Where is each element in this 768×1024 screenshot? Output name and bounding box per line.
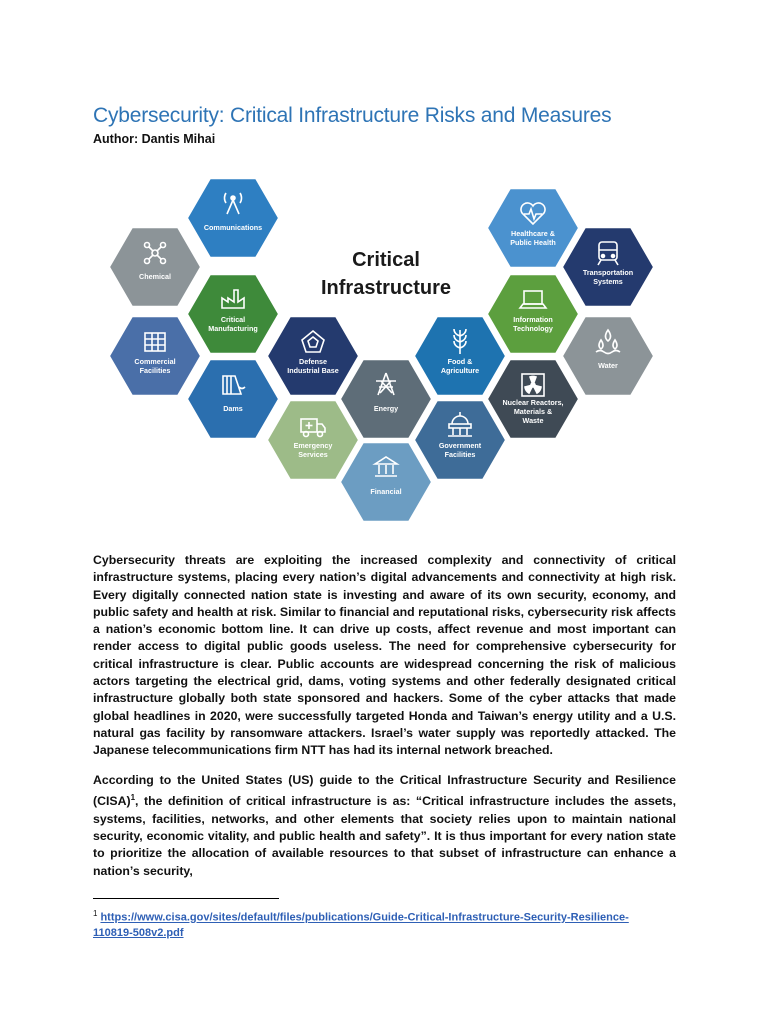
sector-label: Nuclear Reactors,	[502, 398, 564, 407]
sector-label: Services	[298, 450, 328, 459]
sector-label: Facilities	[139, 366, 171, 375]
hexagon-shape	[340, 442, 432, 522]
sector-label: Energy	[373, 404, 399, 413]
sector-label: Public Health	[510, 238, 556, 247]
hexagon-shape	[562, 227, 654, 307]
figure-heading-line2: Infrastructure	[320, 277, 452, 299]
sector-label: Information	[513, 315, 553, 324]
figure-heading-line1: Critical	[352, 249, 420, 271]
sector-hexagon-defense-industrial-base	[267, 316, 359, 396]
hexagon-shape	[109, 227, 201, 307]
sector-hexagon-communications	[187, 178, 279, 258]
sector-label: Dams	[223, 404, 243, 413]
hexagon-shape	[487, 274, 579, 354]
sector-hexagon-chemical	[109, 227, 201, 307]
body-paragraph-1: Cybersecurity threats are exploiting the increased complexity and connectivity of critical infrastructure systems, placing every nation’s digital advancements and connectivity at high risk. Every digitally connected nation state is investing and aware of its own security, economy, and public safety and health at risk. Similar to financial and reputational risks, cybersecurity risk affects a nation’s economic bottom line. It can drive up costs, affect revenue and most important can render access to digital public goods useless. The need for comprehensive cybersecurity for critical infrastructure is clear. Public accounts are widespread concerning the risk of malicious actors targeting the electrical grid, dams, voting systems and other federally designated critical infrastructure globally both state sponsored and hackers. Some of the cyber attacks that made global headlines in 2020, were successfully targeted Honda and Taiwan’s energy utility and a U.S. natural gas facility by ransomware attackers. Israel’s water supply was reportedly attacked. The Japanese telecommunications firm NTT has had its internal network breached.	[93, 553, 676, 758]
footnote-number: 1	[93, 909, 98, 918]
sector-label: Transportation	[582, 268, 634, 277]
body-paragraph-2	[93, 772, 676, 878]
hexagon-shape	[414, 316, 506, 396]
sector-label: Financial	[370, 487, 402, 496]
sector-hexagon-emergency-services	[267, 400, 359, 480]
footnote-link[interactable]: https://www.cisa.gov/sites/default/files/publications/Guide-Critical-Infrastructure-Security-Resilience-110819-508v2.pdf	[93, 911, 629, 939]
sector-hexagon-energy	[340, 359, 432, 439]
hexagon-shape	[267, 400, 359, 480]
hexagon-shape	[187, 274, 279, 354]
document-title: Cybersecurity: Critical Infrastructure Risks and Measures	[93, 104, 612, 127]
sector-label: Critical	[220, 315, 246, 324]
hexagon-shape	[187, 178, 279, 258]
sector-label: Water	[598, 361, 618, 370]
sector-label: Healthcare &	[511, 229, 555, 238]
sector-label: Agriculture	[440, 366, 480, 375]
author-line: Author: Dantis Mihai	[93, 132, 216, 146]
footnote	[93, 906, 653, 941]
sector-label: Technology	[513, 324, 553, 333]
sector-label: Commercial	[134, 357, 176, 366]
sector-label: Government	[438, 441, 482, 450]
sector-label: Waste	[522, 416, 544, 425]
sector-label: Chemical	[139, 272, 171, 281]
sector-label: Facilities	[444, 450, 476, 459]
hexagon-shape	[267, 316, 359, 396]
sector-hexagon-financial	[340, 442, 432, 522]
sector-hexagon-critical-manufacturing	[187, 274, 279, 354]
sector-label: Materials &	[513, 407, 553, 416]
sector-hexagon-water	[562, 316, 654, 396]
sector-hexagon-government-facilities	[414, 400, 506, 480]
sector-label: Food &	[447, 357, 473, 366]
sector-hexagon-transportation-systems	[562, 227, 654, 307]
sector-hexagon-information-technology	[487, 274, 579, 354]
hexagon-shape	[109, 316, 201, 396]
footnote-reference[interactable]: 1	[130, 793, 136, 803]
sector-hexagon-commercial-facilities	[109, 316, 201, 396]
paragraph-2-text-after-reference: , the definition of critical infrastructure is as: “Critical infrastructure includes the assets, systems, facilities, networks, and other elements that society relies upon to maintain national security, economic vitality, and public health and safety”. It is thus important for every nation state to prioritize the allocation of available resources to that subset of infrastructure can enhance a nation’s security,	[93, 794, 676, 878]
sector-label: Communications	[203, 223, 263, 232]
hexagon-shape	[187, 359, 279, 439]
hexagon-shape	[487, 188, 579, 268]
sector-label: Emergency	[293, 441, 333, 450]
sector-hexagon-nuclear	[487, 359, 579, 439]
sector-hexagon-healthcare-public-health	[487, 188, 579, 268]
sector-label: Defense	[299, 357, 327, 366]
sector-hexagon-dams	[187, 359, 279, 439]
sector-label: Manufacturing	[208, 324, 258, 333]
footnote-divider	[93, 898, 279, 899]
sector-hexagon-food-agriculture	[414, 316, 506, 396]
sector-label: Industrial Base	[287, 366, 339, 375]
paragraph-2-text-before-reference: According to the United States (US) guide to the Critical Infrastructure Security and Resilience (CISA)	[93, 773, 676, 809]
sector-label: Systems	[593, 277, 623, 286]
hexagon-shape	[340, 359, 432, 439]
hexagon-shape	[562, 316, 654, 396]
critical-infrastructure-figure	[110, 186, 670, 516]
